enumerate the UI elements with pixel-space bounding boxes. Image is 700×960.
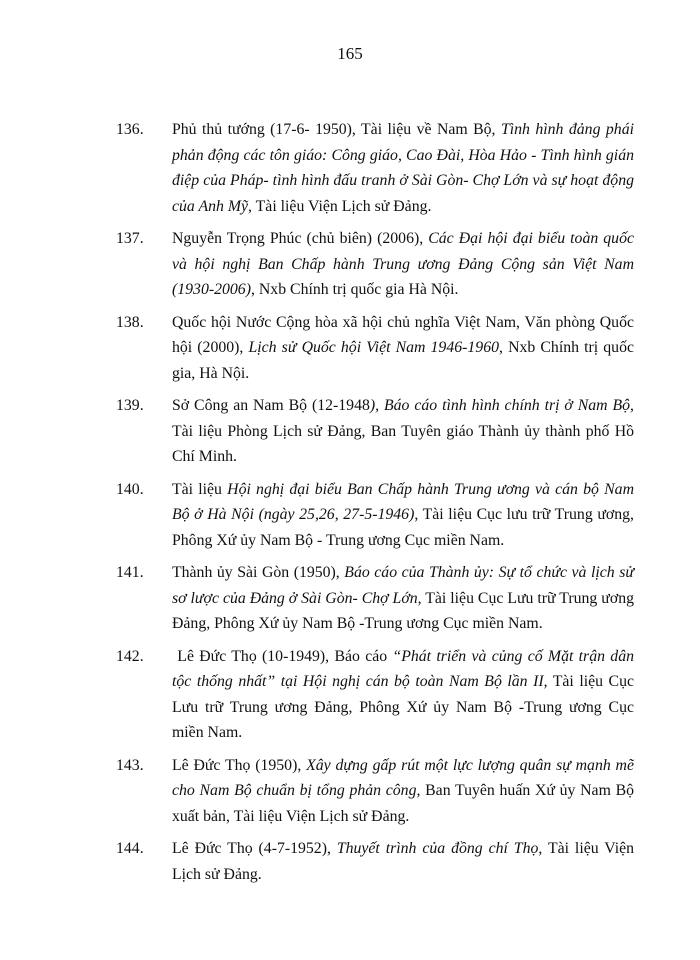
reference-number: 136. — [116, 121, 144, 138]
reference-number: 144. — [116, 840, 144, 857]
reference-item — [116, 310, 634, 387]
reference-item — [116, 836, 634, 887]
reference-text: Lê Đức Thọ (4-7-1952), — [172, 840, 337, 857]
reference-text: , Tài liệu Cục Lưu trữ Trung ương Đảng, Phông Xứ ủy Nam Bộ -Trung ương Cục miền Nam. — [172, 589, 634, 632]
reference-text: Sở Công an Nam Bộ (12-1948 — [172, 397, 370, 414]
reference-title: ), Báo cáo tình hình chính trị ở Nam Bộ — [369, 397, 631, 414]
reference-text: Thành ủy Sài Gòn (1950), — [172, 564, 345, 581]
reference-text: Lê Đức Thọ (1950), — [172, 756, 307, 774]
reference-title: Thuyết trình của đồng chí Thọ — [336, 840, 539, 857]
reference-number: 139. — [116, 397, 144, 414]
reference-title: Xây dựng gấp rút một lực lượng quân sự mạnh mẽ cho Nam Bộ chuẩn bị tổng phản công — [172, 756, 634, 799]
reference-item — [116, 393, 634, 470]
reference-title: “Phát triển và củng cố Mặt trận dân tộc thống nhất” tại Hội nghị cán bộ toàn Nam Bộ lần II — [172, 647, 635, 690]
reference-title: Các Đại hội đại biểu toàn quốc và hội nghị Ban Chấp hành Trung ương Đảng Cộng sản Việt Nam (1930-2006) — [172, 230, 634, 298]
page-number: 165 — [337, 44, 363, 63]
reference-text: , Tài liệu Phòng Lịch sử Đảng, Ban Tuyên giáo Thành ủy thành phố Hồ Chí Minh. — [172, 397, 634, 465]
reference-text: , Tài liệu Viện Lịch sử Đảng. — [248, 197, 432, 215]
reference-number: 140. — [116, 480, 144, 498]
reference-text: , Nxb Chính trị quốc gia, Hà Nội. — [172, 339, 634, 382]
reference-item — [116, 117, 634, 219]
reference-text: , Tài liệu Cục Lưu trữ Trung ương Đảng, Phông Xứ ủy Nam Bộ -Trung ương Cục miền Nam. — [172, 673, 634, 741]
reference-text: , Nxb Chính trị quốc gia Hà Nội. — [250, 281, 459, 298]
reference-item — [116, 477, 634, 554]
reference-number: 137. — [116, 230, 144, 247]
reference-list — [116, 117, 634, 894]
reference-item — [116, 560, 634, 637]
reference-text: Quốc hội Nước Cộng hòa xã hội chủ nghĩa Việt Nam, Văn phòng Quốc hội (2000), — [172, 313, 634, 356]
reference-number: 143. — [116, 756, 144, 774]
reference-item — [116, 753, 634, 830]
reference-text: , Ban Tuyên huấn Xứ ủy Nam Bộ xuất bản, Tài liệu Viện Lịch sử Đảng. — [172, 782, 635, 825]
reference-item — [116, 644, 634, 746]
reference-number: 142. — [116, 647, 144, 665]
reference-text: Lê Đức Thọ (10-1949), Báo cáo — [172, 647, 393, 665]
reference-item — [116, 226, 634, 303]
reference-number: 138. — [116, 313, 144, 331]
reference-text: , Tài liệu Viện Lịch sử Đảng. — [172, 840, 634, 883]
reference-title: Lịch sử Quốc hội Việt Nam 1946-1960 — [248, 339, 499, 356]
reference-text: Phủ thủ tướng (17-6- 1950), Tài liệu về Nam Bộ, — [172, 121, 501, 138]
reference-title: Hội nghị đại biểu Ban Chấp hành Trung ương và cán bộ Nam Bộ ở Hà Nội (ngày 25,26, 27-5-1946) — [172, 480, 634, 523]
reference-text: , Tài liệu Cục lưu trữ Trung ương, Phông Xứ ủy Nam Bộ - Trung ương Cục miền Nam. — [172, 506, 634, 549]
reference-text: Tài liệu — [172, 480, 228, 498]
reference-number: 141. — [116, 564, 144, 581]
reference-text: Nguyễn Trọng Phúc (chủ biên) (2006), — [172, 230, 429, 247]
reference-title: Báo cáo của Thành ủy: Sự tổ chức và lịch sử sơ lược của Đảng ở Sài Gòn- Chợ Lớn — [172, 564, 634, 607]
reference-title: Tình hình đảng phái phản động các tôn giáo: Công giáo, Cao Đài, Hòa Hảo - Tình hình gián điệp của Pháp- tình hình đấu tranh ở Sài Gòn- Chợ Lớn và sự hoạt động của Anh Mỹ — [172, 121, 634, 215]
